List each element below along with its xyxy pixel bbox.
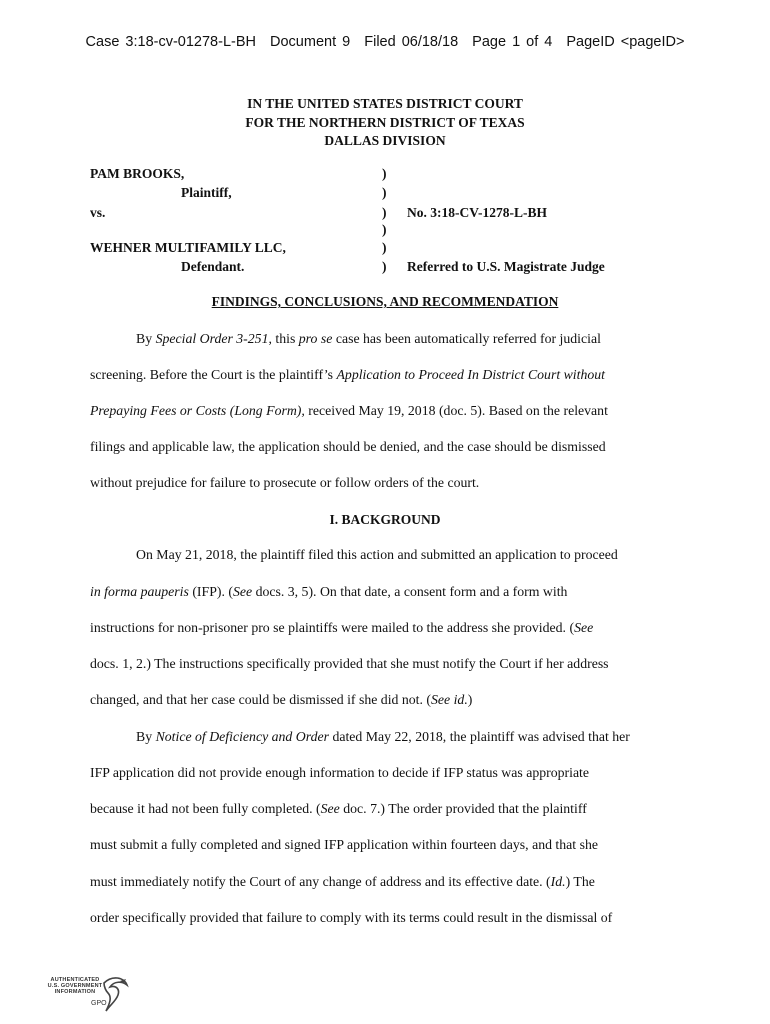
- page-number: Page 1 of 4: [472, 34, 553, 50]
- defendant-role: Defendant.: [181, 259, 245, 274]
- text-line: By Special Order 3-251, this pro se case has been automatically referred for judicial: [136, 331, 601, 346]
- text-line: On May 21, 2018, the plaintiff filed this action and submitted an application to proceed: [136, 547, 618, 562]
- caption-paren: ): [382, 185, 387, 200]
- referral-note: Referred to U.S. Magistrate Judge: [407, 259, 605, 274]
- text-line: without prejudice for failure to prosecute or follow orders of the court.: [90, 475, 480, 490]
- gpo-mark: GPO: [91, 1000, 107, 1007]
- caption-paren: ): [382, 166, 387, 181]
- case-number: Case 3:18-cv-01278-L-BH: [85, 34, 256, 50]
- text-line: because it had not been fully completed. (See doc. 7.) The order provided that the plaintiff: [90, 801, 587, 816]
- caption-paren: ): [382, 205, 387, 220]
- text-line: By Notice of Deficiency and Order dated May 22, 2018, the plaintiff was advised that her: [136, 729, 630, 744]
- text-line: Prepaying Fees or Costs (Long Form), received May 19, 2018 (doc. 5). Based on the relevant: [90, 403, 608, 418]
- caption-paren: ): [382, 240, 387, 255]
- court-heading: [0, 95, 770, 151]
- gpo-authentication-seal: [44, 975, 134, 1015]
- text-line: changed, and that her case could be dismissed if she did not. (See id.): [90, 692, 473, 707]
- plaintiff-name: PAM BROOKS,: [90, 166, 185, 181]
- text-line: screening. Before the Court is the plaintiff’s Application to Proceed In District Court without: [90, 367, 606, 382]
- versus: vs.: [90, 205, 106, 220]
- caption-paren: ): [382, 222, 387, 237]
- court-line-3: DALLAS DIVISION: [324, 133, 446, 148]
- document-title: FINDINGS, CONCLUSIONS, AND RECOMMENDATION: [211, 294, 559, 309]
- text-line: filings and applicable law, the application should be denied, and the case should be dismissed: [90, 439, 606, 454]
- defendant-name: WEHNER MULTIFAMILY LLC,: [90, 240, 286, 255]
- gpo-line-3: INFORMATION: [54, 989, 96, 995]
- text-line: instructions for non-prisoner pro se plaintiffs were mailed to the address she provided. (See: [90, 620, 594, 635]
- text-line: order specifically provided that failure to comply with its terms could result in the dismissal of: [90, 910, 613, 925]
- court-line-2: FOR THE NORTHERN DISTRICT OF TEXAS: [245, 114, 525, 130]
- filed-date: Filed 06/18/18: [364, 34, 459, 50]
- text-line: in forma pauperis (IFP). (See docs. 3, 5). On that date, a consent form and a form with: [90, 584, 568, 599]
- section-heading: I. BACKGROUND: [329, 512, 441, 527]
- gpo-line-1: AUTHENTICATED: [50, 977, 100, 983]
- text-line: IFP application did not provide enough information to decide if IFP status was appropriate: [90, 765, 590, 780]
- document-number: Document 9: [270, 34, 351, 50]
- plaintiff-role: Plaintiff,: [181, 185, 232, 200]
- court-line-1: IN THE UNITED STATES DISTRICT COURT: [247, 96, 523, 111]
- gpo-line-2: U.S. GOVERNMENT: [47, 983, 103, 989]
- case-no: No. 3:18-CV-1278-L-BH: [407, 205, 547, 220]
- text-line: docs. 1, 2.) The instructions specifically provided that she must notify the Court if her address: [90, 656, 609, 671]
- text-line: must immediately notify the Court of any change of address and its effective date. (Id.) The: [90, 874, 595, 889]
- document-header: [0, 34, 770, 50]
- eagle-icon: [100, 975, 130, 1015]
- page-id: PageID <pageID>: [566, 34, 685, 50]
- text-line: must submit a fully completed and signed IFP application within fourteen days, and that she: [90, 837, 598, 852]
- caption-paren: ): [382, 259, 387, 274]
